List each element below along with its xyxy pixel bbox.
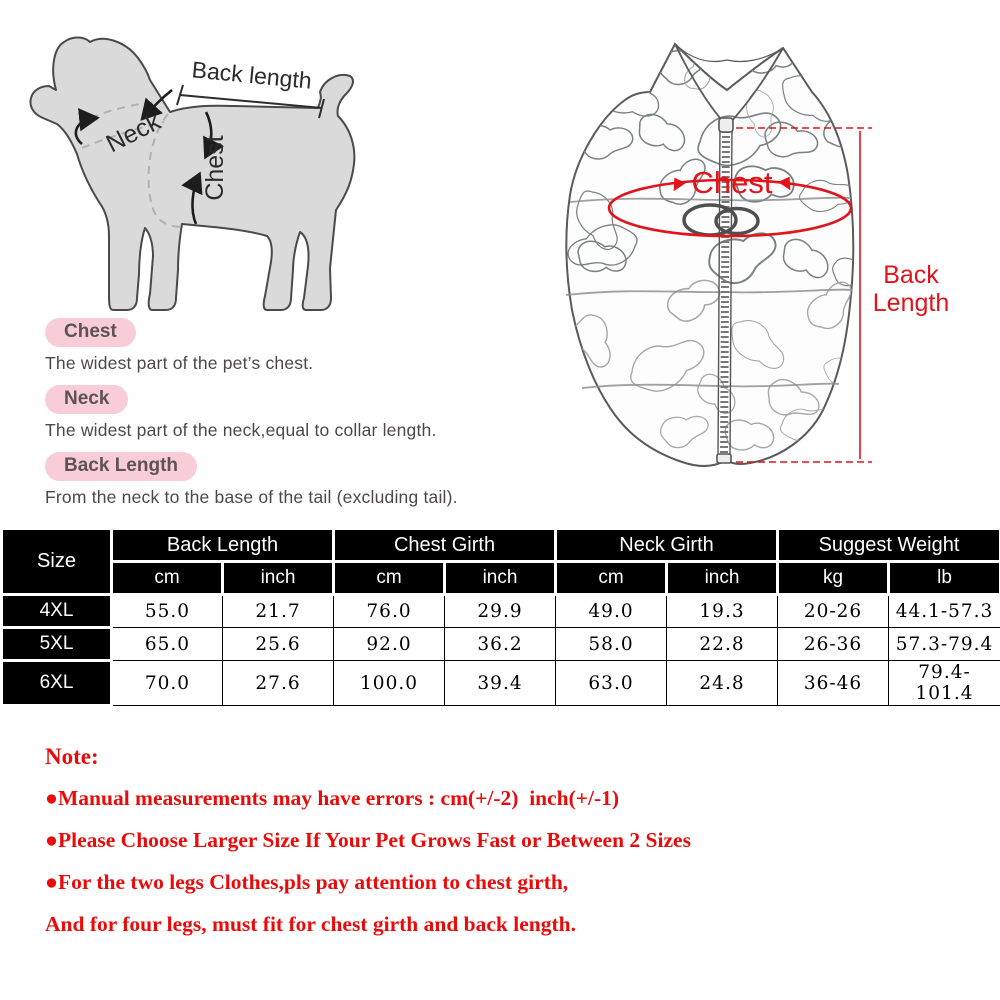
definition-chest [45,318,515,374]
value-cell: 92.0 [334,628,445,661]
vest-chest-label: Chest [691,165,773,200]
note-line-1: ●Manual measurements may have errors : cm(+/-2) inch(+/-1) [45,786,620,810]
vest-measurement-diagram [540,30,1000,485]
vest-back-length-label-line1: Back [883,261,939,289]
dog-back-length-label: Back length [190,56,313,94]
value-cell: 39.4 [445,661,556,706]
notes-section [45,744,965,954]
size-column-header: Size [2,529,112,595]
measurement-definitions [45,318,515,519]
value-cell: 19.3 [667,595,778,628]
chest-girth-group-header: Chest Girth [334,529,556,562]
value-cell: 79.4-101.4 [889,661,1000,706]
value-cell: 29.9 [445,595,556,628]
unit-header: cm [112,562,223,595]
note-line-3: ●For the two legs Clothes,pls pay attention to chest girth, [45,870,569,894]
value-cell: 76.0 [334,595,445,628]
note-line-4: And for four legs, must fit for chest girth and back length. [45,912,576,936]
unit-header: inch [445,562,556,595]
dog-measurement-diagram [20,28,460,323]
size-cell: 4XL [2,595,112,628]
back-length-term-pill: Back Length [45,452,197,481]
value-cell: 65.0 [112,628,223,661]
suggest-weight-group-header: Suggest Weight [778,529,1000,562]
dog-chest-label: Chest [201,135,229,201]
value-cell: 36-46 [778,661,889,706]
size-cell: 5XL [2,628,112,661]
size-chart-table [0,527,1000,707]
neck-definition-text: The widest part of the neck,equal to collar length. [45,420,437,440]
value-cell: 100.0 [334,661,445,706]
value-cell: 57.3-79.4 [889,628,1000,661]
note-line-2: ●Please Choose Larger Size If Your Pet Grows Fast or Between 2 Sizes [45,828,691,852]
back-length-definition-text: From the neck to the base of the tail (excluding tail). [45,487,458,507]
value-cell: 49.0 [556,595,667,628]
value-cell: 58.0 [556,628,667,661]
definition-back-length [45,452,515,508]
back-length-group-header: Back Length [112,529,334,562]
value-cell: 20-26 [778,595,889,628]
size-cell: 6XL [2,661,112,706]
chest-term-pill: Chest [45,318,136,347]
definition-neck [45,385,515,441]
unit-header: lb [889,562,1000,595]
table-row [2,661,1000,706]
value-cell: 21.7 [223,595,334,628]
value-cell: 24.8 [667,661,778,706]
value-cell: 70.0 [112,661,223,706]
dog-neck-label: Neck [101,107,166,159]
value-cell: 63.0 [556,661,667,706]
value-cell: 44.1-57.3 [889,595,1000,628]
table-row [2,628,1000,661]
table-row [2,595,1000,628]
chest-definition-text: The widest part of the pet’s chest. [45,353,314,373]
unit-header: inch [223,562,334,595]
value-cell: 25.6 [223,628,334,661]
neck-girth-group-header: Neck Girth [556,529,778,562]
value-cell: 22.8 [667,628,778,661]
unit-header: cm [556,562,667,595]
value-cell: 36.2 [445,628,556,661]
unit-header: cm [334,562,445,595]
notes-title: Note: [45,744,99,769]
value-cell: 26-36 [778,628,889,661]
unit-header: inch [667,562,778,595]
vest-back-length-label-line2: Length [872,289,950,317]
unit-header: kg [778,562,889,595]
value-cell: 55.0 [112,595,223,628]
neck-term-pill: Neck [45,385,128,414]
value-cell: 27.6 [223,661,334,706]
